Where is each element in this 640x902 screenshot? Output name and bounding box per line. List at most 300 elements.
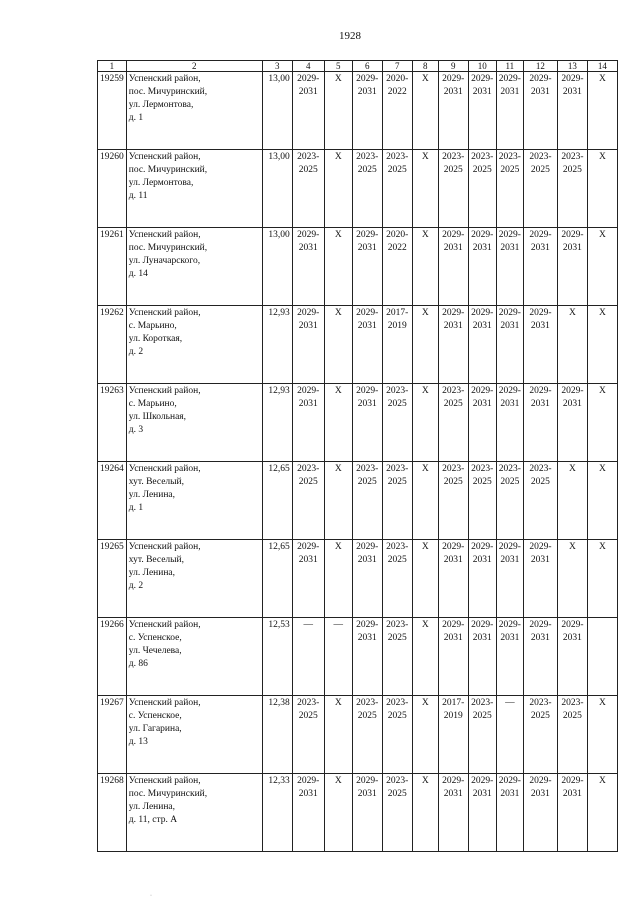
period-cell-col-5	[324, 774, 352, 852]
cell-line: 2029-	[356, 776, 379, 786]
cell-line: 2025	[472, 711, 492, 721]
cell-line: 2023-	[386, 464, 409, 474]
period-cell-col-11	[496, 72, 523, 150]
period-cell-col-14	[587, 462, 617, 540]
column-header-4: 4	[292, 61, 324, 72]
cell-line: 2031	[357, 243, 377, 253]
period-cell-col-4	[292, 696, 324, 774]
cell-line: 2023-	[561, 152, 584, 162]
address-line: Успенский район,	[128, 308, 201, 318]
cell-line: 2031	[530, 555, 550, 565]
period-cell-col-7	[382, 696, 412, 774]
period-cell-col-11	[496, 618, 523, 696]
address-line: д. 2	[128, 347, 144, 357]
period-cell-col-9	[438, 696, 468, 774]
column-header-14: 14	[587, 61, 617, 72]
cell-line: 2031	[562, 633, 582, 643]
period-cell-col-9	[438, 72, 468, 150]
period-cell-col-10	[468, 774, 496, 852]
cell-line: 2023-	[561, 698, 584, 708]
cell-line: X	[421, 698, 429, 708]
period-cell-col-11	[496, 384, 523, 462]
cell-line: 2031	[472, 243, 492, 253]
column-header-2: 2	[126, 61, 262, 72]
cell-line: 2023-	[529, 152, 552, 162]
period-cell-col-5	[324, 462, 352, 540]
cell-line: 2031	[298, 555, 318, 565]
column-header-11: 11	[496, 61, 523, 72]
period-cell-col-14	[587, 384, 617, 462]
period-cell-col-11	[496, 228, 523, 306]
cell-line: 2031	[298, 321, 318, 331]
cell-line: 2031	[472, 87, 492, 97]
table-row	[98, 384, 618, 462]
period-cell-col-8	[412, 72, 438, 150]
period-cell-col-11	[496, 150, 523, 228]
cell-line: 2029-	[561, 776, 584, 786]
address-line: Успенский район,	[128, 230, 201, 240]
period-cell-col-8	[412, 150, 438, 228]
period-cell-col-9	[438, 774, 468, 852]
cell-line: 2031	[530, 399, 550, 409]
cell-line: 2031	[298, 399, 318, 409]
period-cell-col-5	[324, 228, 352, 306]
cell-line: 2025	[387, 789, 407, 799]
cell-line: X	[334, 776, 342, 786]
address-line: пос. Мичуринский,	[128, 789, 208, 799]
address-cell	[126, 696, 262, 774]
period-cell-col-12	[523, 618, 557, 696]
cell-line: 2025	[387, 633, 407, 643]
cell-line: X	[598, 74, 606, 84]
cell-line: 2019	[387, 321, 407, 331]
cell-line: 2023-	[529, 698, 552, 708]
cell-line: 2031	[500, 789, 520, 799]
address-line: Успенский район,	[128, 620, 201, 630]
period-cell-col-10	[468, 228, 496, 306]
cell-line: 2031	[530, 789, 550, 799]
cell-line: 2031	[443, 87, 463, 97]
cell-line: 2023-	[297, 698, 320, 708]
cell-line: 2025	[298, 711, 318, 721]
period-cell-col-9	[438, 306, 468, 384]
period-cell-col-12	[523, 150, 557, 228]
page-number: 1928	[339, 30, 361, 42]
address-line: Успенский район,	[128, 464, 201, 474]
record-number: 19260	[98, 150, 127, 228]
cell-line: 2031	[298, 243, 318, 253]
cell-line: 2029-	[561, 74, 584, 84]
period-cell-col-11	[496, 462, 523, 540]
period-cell-col-6	[352, 618, 382, 696]
cell-line: 2031	[357, 555, 377, 565]
address-line: ул. Лермонтова,	[128, 100, 194, 110]
cell-line: 2025	[530, 477, 550, 487]
period-cell-col-10	[468, 540, 496, 618]
cell-line: 2023-	[529, 464, 552, 474]
period-cell-col-4	[292, 618, 324, 696]
cell-line: 2023-	[442, 464, 465, 474]
cell-line: 2029-	[561, 230, 584, 240]
period-cell-col-10	[468, 462, 496, 540]
period-cell-col-14	[587, 696, 617, 774]
period-cell-col-8	[412, 306, 438, 384]
period-cell-col-5	[324, 384, 352, 462]
table-body	[98, 61, 618, 852]
period-cell-col-11	[496, 696, 523, 774]
cell-line: 2023-	[386, 542, 409, 552]
period-cell-col-9	[438, 618, 468, 696]
period-cell-col-10	[468, 384, 496, 462]
period-cell-col-5	[324, 540, 352, 618]
period-cell-col-5	[324, 150, 352, 228]
cell-line: 2029-	[498, 542, 521, 552]
period-cell-col-11	[496, 306, 523, 384]
column-header-8: 8	[412, 61, 438, 72]
cell-line: 2023-	[386, 620, 409, 630]
cell-line: 2031	[500, 321, 520, 331]
address-line: пос. Мичуринский,	[128, 165, 208, 175]
cell-line: 2029-	[529, 74, 552, 84]
cell-line: 2029-	[442, 542, 465, 552]
cell-line: 2031	[562, 87, 582, 97]
cell-line: 2031	[357, 633, 377, 643]
cell-line: 2023-	[297, 152, 320, 162]
cell-line: 2029-	[297, 542, 320, 552]
cell-line: 2029-	[529, 620, 552, 630]
period-cell-col-4	[292, 384, 324, 462]
address-line: с. Марьино,	[128, 321, 177, 331]
period-cell-col-4	[292, 228, 324, 306]
value-cell: 13,00	[262, 72, 292, 150]
cell-line: 2031	[472, 789, 492, 799]
address-line: ул. Короткая,	[128, 334, 183, 344]
cell-line: 2031	[500, 555, 520, 565]
address-line: хут. Веселый,	[128, 555, 184, 565]
cell-line: X	[598, 698, 606, 708]
cell-line: 2029-	[471, 230, 494, 240]
address-line: ул. Ленина,	[128, 490, 176, 500]
cell-line: 2023-	[356, 698, 379, 708]
column-header-13: 13	[557, 61, 587, 72]
cell-line: 2031	[500, 243, 520, 253]
address-line: ул. Ленина,	[128, 802, 176, 812]
cell-line: 2031	[298, 789, 318, 799]
address-line: Успенский район,	[128, 74, 201, 84]
table-row	[98, 774, 618, 852]
period-cell-col-10	[468, 696, 496, 774]
period-cell-col-4	[292, 150, 324, 228]
address-cell	[126, 384, 262, 462]
period-cell-col-8	[412, 696, 438, 774]
cell-line: 2031	[443, 321, 463, 331]
cell-line: X	[598, 230, 606, 240]
cell-line: 2029-	[498, 776, 521, 786]
address-line: пос. Мичуринский,	[128, 87, 208, 97]
table-row	[98, 306, 618, 384]
cell-line: 2023-	[471, 698, 494, 708]
value-cell: 13,00	[262, 150, 292, 228]
period-cell-col-13	[557, 462, 587, 540]
period-cell-col-12	[523, 540, 557, 618]
period-cell-col-13	[557, 150, 587, 228]
cell-line: 2023-	[356, 152, 379, 162]
cell-line: X	[421, 386, 429, 396]
column-header-3: 3	[262, 61, 292, 72]
period-cell-col-7	[382, 618, 412, 696]
record-number: 19268	[98, 774, 127, 852]
address-cell	[126, 462, 262, 540]
cell-line: 2029-	[356, 620, 379, 630]
cell-line: 2029-	[561, 620, 584, 630]
cell-line: 2025	[357, 477, 377, 487]
cell-line: 2029-	[529, 308, 552, 318]
cell-line: 2031	[357, 87, 377, 97]
period-cell-col-6	[352, 696, 382, 774]
period-cell-col-5	[324, 306, 352, 384]
period-cell-col-9	[438, 384, 468, 462]
period-cell-col-10	[468, 72, 496, 150]
cell-line: 2031	[472, 633, 492, 643]
cell-line: 2029-	[356, 542, 379, 552]
value-cell: 13,00	[262, 228, 292, 306]
period-cell-col-14	[587, 618, 617, 696]
record-number: 19265	[98, 540, 127, 618]
column-header-9: 9	[438, 61, 468, 72]
address-line: д. 2	[128, 581, 144, 591]
address-cell	[126, 618, 262, 696]
cell-line: X	[421, 308, 429, 318]
period-cell-col-6	[352, 462, 382, 540]
cell-line: 2025	[562, 711, 582, 721]
period-cell-col-5	[324, 618, 352, 696]
period-cell-col-13	[557, 618, 587, 696]
cell-line: 2031	[443, 789, 463, 799]
period-cell-col-13	[557, 384, 587, 462]
cell-line: 2025	[298, 165, 318, 175]
value-cell: 12,93	[262, 384, 292, 462]
cell-line: 2025	[472, 477, 492, 487]
address-line: д. 11	[128, 191, 148, 201]
cell-line: 2019	[443, 711, 463, 721]
cell-line: 2025	[530, 165, 550, 175]
cell-line: 2017-	[386, 308, 409, 318]
cell-line: 2029-	[498, 386, 521, 396]
cell-line: 2025	[387, 399, 407, 409]
period-cell-col-9	[438, 462, 468, 540]
cell-line: 2029-	[356, 308, 379, 318]
period-cell-col-14	[587, 228, 617, 306]
address-line: Успенский район,	[128, 152, 201, 162]
cell-line: 2023-	[442, 152, 465, 162]
address-cell	[126, 228, 262, 306]
cell-line: 2023-	[356, 464, 379, 474]
column-header-7: 7	[382, 61, 412, 72]
table-row	[98, 618, 618, 696]
cell-line: 2023-	[442, 386, 465, 396]
cell-line: 2031	[443, 633, 463, 643]
address-cell	[126, 540, 262, 618]
cell-line: X	[421, 74, 429, 84]
cell-line: 2029-	[471, 542, 494, 552]
address-line: с. Успенское,	[128, 633, 182, 643]
cell-line: X	[598, 542, 606, 552]
scan-dot: ·	[150, 893, 152, 899]
cell-line: 2017-	[442, 698, 465, 708]
cell-line: X	[598, 152, 606, 162]
cell-line: 2031	[530, 243, 550, 253]
cell-line: 2029-	[297, 308, 320, 318]
period-cell-col-13	[557, 228, 587, 306]
register-table	[97, 60, 618, 852]
cell-line: 2029-	[297, 74, 320, 84]
table-row	[98, 540, 618, 618]
cell-line: 2029-	[442, 776, 465, 786]
period-cell-col-8	[412, 462, 438, 540]
period-cell-col-6	[352, 384, 382, 462]
cell-line: X	[421, 464, 429, 474]
address-line: пос. Мичуринский,	[128, 243, 208, 253]
cell-line: 2025	[562, 165, 582, 175]
value-cell: 12,33	[262, 774, 292, 852]
address-line: хут. Веселый,	[128, 477, 184, 487]
period-cell-col-13	[557, 540, 587, 618]
cell-line: X	[334, 542, 342, 552]
period-cell-col-10	[468, 306, 496, 384]
cell-line: 2029-	[529, 230, 552, 240]
cell-line: 2029-	[471, 386, 494, 396]
period-cell-col-12	[523, 72, 557, 150]
cell-line: 2029-	[356, 230, 379, 240]
column-header-12: 12	[523, 61, 557, 72]
cell-line: 2029-	[442, 74, 465, 84]
period-cell-col-6	[352, 72, 382, 150]
cell-line: 2023-	[471, 152, 494, 162]
period-cell-col-13	[557, 306, 587, 384]
cell-line: X	[334, 74, 342, 84]
cell-line: 2025	[357, 711, 377, 721]
address-line: с. Марьино,	[128, 399, 177, 409]
cell-line: 2025	[387, 711, 407, 721]
table-row	[98, 150, 618, 228]
cell-line: X	[421, 152, 429, 162]
cell-line: 2025	[530, 711, 550, 721]
cell-line: 2029-	[498, 230, 521, 240]
address-line: Успенский район,	[128, 698, 201, 708]
period-cell-col-12	[523, 306, 557, 384]
period-cell-col-8	[412, 774, 438, 852]
period-cell-col-4	[292, 774, 324, 852]
address-line: д. 3	[128, 425, 144, 435]
cell-line: 2029-	[561, 386, 584, 396]
cell-line: 2025	[387, 477, 407, 487]
address-line: д. 14	[128, 269, 148, 279]
cell-line: X	[598, 386, 606, 396]
period-cell-col-14	[587, 306, 617, 384]
cell-line: X	[334, 464, 342, 474]
address-line: д. 11, стр. А	[128, 815, 178, 825]
table-row	[98, 696, 618, 774]
cell-line: 2029-	[442, 230, 465, 240]
period-cell-col-4	[292, 306, 324, 384]
period-cell-col-7	[382, 306, 412, 384]
column-header-6: 6	[352, 61, 382, 72]
period-cell-col-7	[382, 150, 412, 228]
cell-line: 2031	[443, 243, 463, 253]
address-line: Успенский район,	[128, 386, 201, 396]
period-cell-col-11	[496, 540, 523, 618]
value-cell: 12,38	[262, 696, 292, 774]
period-cell-col-8	[412, 618, 438, 696]
cell-line: 2029-	[471, 776, 494, 786]
period-cell-col-7	[382, 540, 412, 618]
address-cell	[126, 150, 262, 228]
cell-line: 2025	[387, 555, 407, 565]
period-cell-col-6	[352, 540, 382, 618]
cell-line: X	[568, 464, 576, 474]
table-row	[98, 462, 618, 540]
period-cell-col-6	[352, 774, 382, 852]
cell-line: 2025	[443, 399, 463, 409]
cell-line: —	[505, 698, 515, 708]
address-line: д. 1	[128, 113, 144, 123]
record-number: 19262	[98, 306, 127, 384]
cell-line: 2023-	[498, 152, 521, 162]
period-cell-col-4	[292, 72, 324, 150]
cell-line: 2031	[443, 555, 463, 565]
cell-line: —	[303, 620, 313, 630]
cell-line: 2029-	[529, 386, 552, 396]
period-cell-col-4	[292, 540, 324, 618]
period-cell-col-8	[412, 384, 438, 462]
cell-line: 2031	[530, 633, 550, 643]
column-header-5: 5	[324, 61, 352, 72]
cell-line: 2031	[472, 399, 492, 409]
period-cell-col-6	[352, 228, 382, 306]
period-cell-col-9	[438, 540, 468, 618]
address-line: ул. Гагарина,	[128, 724, 182, 734]
period-cell-col-14	[587, 774, 617, 852]
address-line: ул. Чечелева,	[128, 646, 182, 656]
cell-line: 2023-	[498, 464, 521, 474]
period-cell-col-12	[523, 774, 557, 852]
cell-line: 2031	[530, 87, 550, 97]
cell-line: 2031	[500, 633, 520, 643]
period-cell-col-7	[382, 72, 412, 150]
cell-line: X	[568, 542, 576, 552]
table-row	[98, 228, 618, 306]
period-cell-col-7	[382, 384, 412, 462]
cell-line: 2031	[357, 399, 377, 409]
address-line: д. 1	[128, 503, 144, 513]
period-cell-col-9	[438, 228, 468, 306]
period-cell-col-10	[468, 150, 496, 228]
period-cell-col-13	[557, 774, 587, 852]
cell-line: 2029-	[356, 386, 379, 396]
period-cell-col-13	[557, 696, 587, 774]
address-line: ул. Лермонтова,	[128, 178, 194, 188]
cell-line: 2023-	[386, 152, 409, 162]
column-header-10: 10	[468, 61, 496, 72]
address-line: д. 13	[128, 737, 148, 747]
cell-line: 2031	[500, 87, 520, 97]
cell-line: 2029-	[529, 542, 552, 552]
record-number: 19264	[98, 462, 127, 540]
cell-line: 2025	[298, 477, 318, 487]
period-cell-col-14	[587, 72, 617, 150]
period-cell-col-5	[324, 696, 352, 774]
cell-line: 2031	[562, 243, 582, 253]
